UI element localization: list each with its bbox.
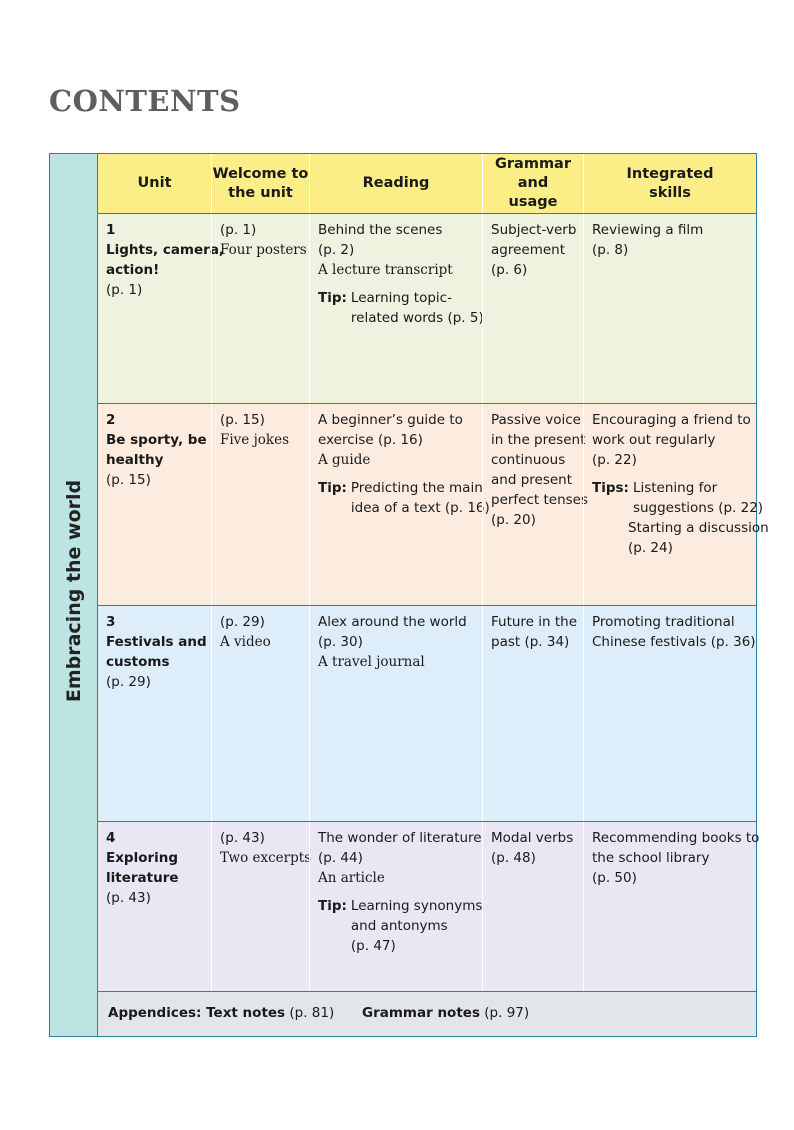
skills-text: Reviewing a film: [592, 222, 704, 238]
header-reading: Reading: [309, 154, 482, 213]
unit-row-1: [98, 214, 756, 404]
welcome-text: A video: [220, 634, 271, 650]
appendices-row: [98, 992, 756, 1036]
unit-title: Be sporty, be: [106, 432, 207, 448]
grammar-notes-page: (p. 97): [484, 1005, 530, 1021]
reading-cell: [309, 822, 482, 991]
grammar-text: Modal verbs: [491, 830, 574, 846]
tip-text: Listening for: [632, 480, 718, 496]
grammar-notes-label: Grammar notes: [362, 1005, 480, 1021]
appendices-text-notes: [108, 1005, 334, 1021]
reading-genre: A guide: [318, 452, 371, 468]
reading-cell: [309, 214, 482, 403]
tip-text: Learning synonyms: [350, 898, 483, 914]
grammar-text: in the present: [491, 432, 586, 448]
reading-page: (p. 44): [318, 850, 363, 866]
reading-genre: An article: [318, 870, 385, 886]
skills-text: the school library: [592, 850, 710, 866]
unit-title: Exploring: [106, 850, 179, 866]
welcome-cell: [211, 822, 312, 991]
grammar-page: (p. 20): [491, 512, 536, 528]
unit-number: 4: [106, 830, 116, 846]
tip-text: suggestions (p. 22): [632, 500, 764, 516]
unit-number: 2: [106, 412, 116, 428]
grammar-cell: [482, 606, 583, 821]
theme-sidebar: [50, 154, 98, 1036]
reading-genre: A lecture transcript: [318, 262, 453, 278]
skills-text: Recommending books to: [592, 830, 760, 846]
welcome-page: (p. 15): [220, 412, 265, 428]
tip-label: Tip:: [318, 290, 347, 306]
tip-text: related words (p. 5): [350, 310, 484, 326]
unit-cell: [98, 404, 211, 605]
appendices-grammar-notes: [362, 1005, 529, 1021]
grammar-text: Subject-verb: [491, 222, 577, 238]
grammar-page: (p. 48): [491, 850, 536, 866]
table-header: [98, 154, 756, 214]
grammar-text: Passive voice: [491, 412, 581, 428]
grammar-page: (p. 6): [491, 262, 528, 278]
reading-title: Behind the scenes: [318, 222, 443, 238]
skills-page: (p. 8): [592, 242, 629, 258]
tips-label: Tips:: [592, 480, 629, 496]
reading-page: (p. 30): [318, 634, 363, 650]
tip-label: Tip:: [318, 480, 347, 496]
tip-text: Starting a discussion: [628, 520, 769, 536]
welcome-page: (p. 29): [220, 614, 265, 630]
skills-page: (p. 50): [592, 870, 637, 886]
header-integrated-skills: Integrated skills: [583, 154, 756, 213]
unit-title: Festivals and: [106, 634, 207, 650]
grammar-cell: [482, 214, 583, 403]
skills-cell: [583, 404, 769, 605]
text-notes-page: (p. 81): [289, 1005, 335, 1021]
skills-cell: [583, 214, 756, 403]
skills-text: Chinese festivals (p. 36): [592, 634, 756, 650]
reading-tip: [318, 288, 482, 328]
reading-page: (p. 2): [318, 242, 355, 258]
skills-text: Encouraging a friend to: [592, 412, 751, 428]
header-grammar: Grammar and usage: [482, 154, 583, 213]
unit-number: 3: [106, 614, 116, 630]
reading-title: A beginner’s guide to: [318, 412, 463, 428]
skills-text: Promoting traditional: [592, 614, 735, 630]
welcome-cell: [211, 606, 309, 821]
theme-title: Embracing the world: [63, 479, 85, 703]
unit-cell: [98, 606, 211, 821]
reading-tip: [318, 478, 490, 518]
unit-row-3: [98, 606, 756, 822]
grammar-text: and present: [491, 472, 573, 488]
tip-text: Learning topic-: [350, 290, 452, 306]
unit-number: 1: [106, 222, 116, 238]
grammar-cell: [482, 404, 589, 605]
tip-text: (p. 47): [350, 938, 396, 954]
unit-cell: [98, 822, 211, 991]
tip-label: Tip:: [318, 898, 347, 914]
welcome-cell: [211, 214, 309, 403]
welcome-text: Four posters: [220, 242, 307, 258]
tip-text: and antonyms: [350, 918, 448, 934]
unit-page: (p. 29): [106, 674, 151, 690]
reading-title: The wonder of literature: [318, 830, 482, 846]
skills-tips: [592, 478, 764, 518]
contents-table: [49, 153, 769, 1037]
welcome-text: Five jokes: [220, 432, 290, 448]
grammar-text: continuous: [491, 452, 566, 468]
unit-title: customs: [106, 654, 170, 670]
appendices-label: Appendices: Text notes: [108, 1005, 286, 1021]
reading-genre: A travel journal: [318, 654, 425, 670]
unit-title: action!: [106, 262, 160, 278]
grammar-text: past (p. 34): [491, 634, 570, 650]
tip-text: idea of a text (p. 16): [350, 500, 490, 516]
skills-cell: [583, 606, 756, 821]
welcome-cell: [211, 404, 309, 605]
unit-title: Lights, camera,: [106, 242, 225, 258]
reading-page: exercise (p. 16): [318, 432, 423, 448]
grammar-text: agreement: [491, 242, 566, 258]
header-unit: Unit: [137, 175, 172, 191]
grammar-text: Future in the: [491, 614, 578, 630]
unit-title: healthy: [106, 452, 164, 468]
skills-text: work out regularly: [592, 432, 716, 448]
welcome-text: Two excerpts: [220, 850, 312, 866]
unit-title: literature: [106, 870, 179, 886]
unit-page: (p. 43): [106, 890, 151, 906]
unit-page: (p. 1): [106, 282, 143, 298]
unit-row-4: [98, 822, 760, 992]
tip-text: Predicting the main: [350, 480, 483, 496]
skills-page: (p. 22): [592, 452, 637, 468]
welcome-page: (p. 1): [220, 222, 257, 238]
tip-text: (p. 24): [628, 540, 673, 556]
grammar-text: perfect tenses: [491, 492, 589, 508]
reading-cell: [309, 404, 490, 605]
reading-cell: [309, 606, 482, 821]
unit-cell: [98, 214, 225, 403]
page-title: CONTENTS: [49, 84, 241, 118]
header-welcome: Welcome to the unit: [211, 154, 309, 213]
unit-row-2: [98, 404, 769, 606]
skills-cell: [583, 822, 760, 991]
reading-title: Alex around the world: [318, 614, 467, 630]
reading-tip: [318, 896, 482, 956]
unit-page: (p. 15): [106, 472, 151, 488]
welcome-page: (p. 43): [220, 830, 265, 846]
grammar-cell: [482, 822, 583, 991]
